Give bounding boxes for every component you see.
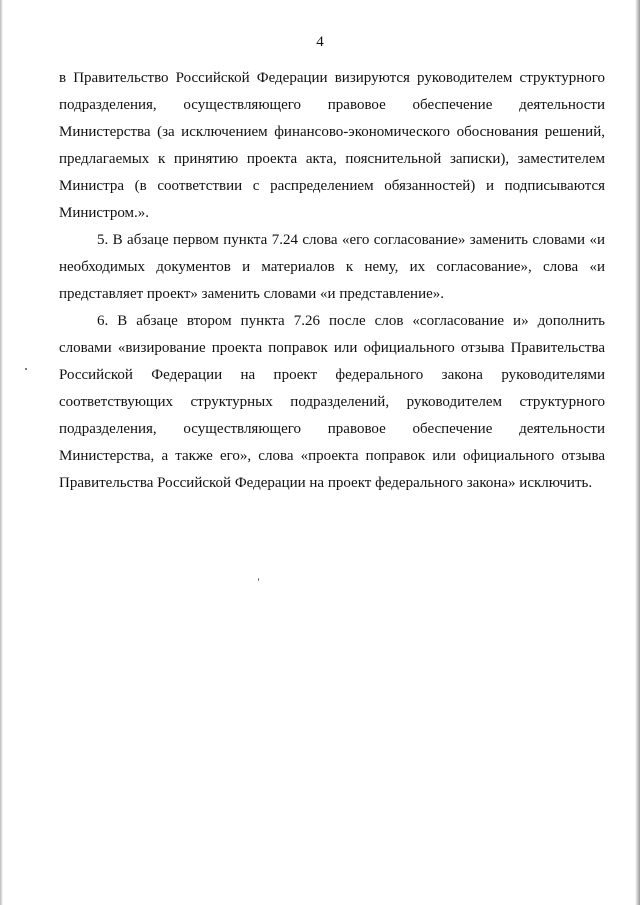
- paragraph-item-6: 6. В абзаце втором пункта 7.26 после слов «согласование и» дополнить словами «визирование проекта поправок или официального отзыва Правительства Российской Федерации на проект федерального закона руководителями соответствующих структурных подразделений, руководителем структурного подразделения, осуществляющего правовое обеспечение деятельности Министерства, а также его», слова «проекта поправок или официального отзыва Правительства Российской Федерации на проект федерального закона» исключить.: [59, 313, 605, 491]
- scan-speck: [258, 578, 259, 581]
- document-body: [59, 65, 605, 497]
- scan-edge-right: [635, 0, 640, 905]
- scan-speck: [25, 368, 27, 370]
- paragraph-continuation: в Правительство Российской Федерации визируются руководителем структурного подразделения, осуществляющего правовое обеспечение деятельности Министерства (за исключением финансово-экономического обоснования решений, предлагаемых к принятию проекта акта, пояснительной записки), заместителем Министра (в соответствии с распределением обязанностей) и подписываются Министром.».: [59, 70, 605, 221]
- scan-edge-left: [0, 0, 3, 905]
- page-number: 4: [316, 34, 324, 50]
- paragraph-item-5: 5. В абзаце первом пункта 7.24 слова «его согласование» заменить словами «и необходимых документов и материалов к нему, их согласование», слова «и представляет проект» заменить словами «и представление».: [59, 232, 605, 302]
